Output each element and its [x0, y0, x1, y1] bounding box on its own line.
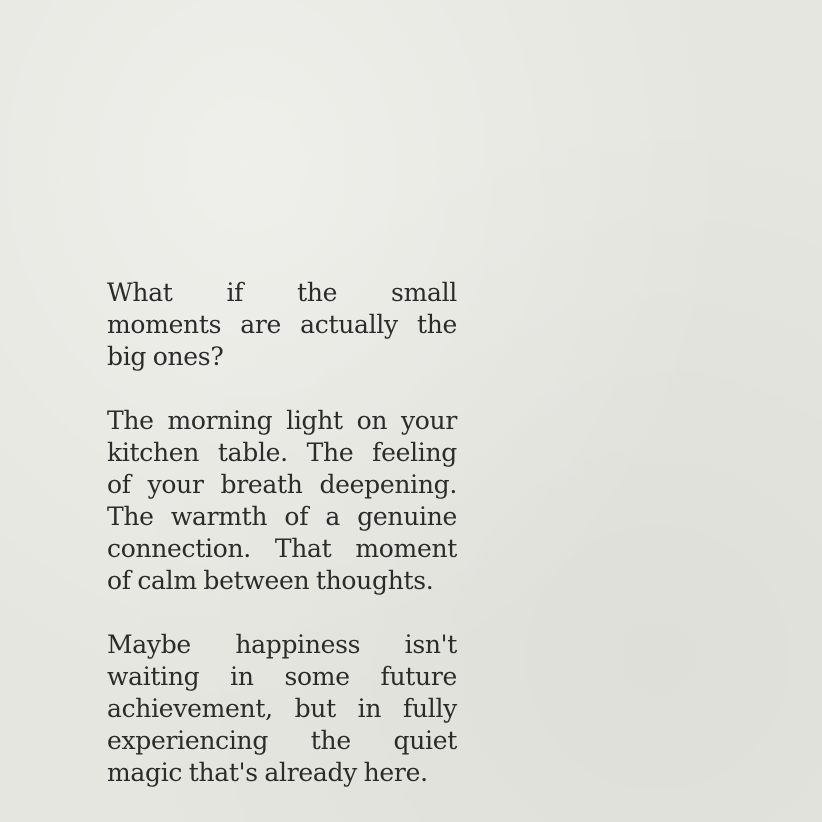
text-line: The morning light on your [107, 406, 457, 435]
text-line: of calm between thoughts. [107, 566, 434, 595]
text-line: of your breath deepening. [107, 470, 457, 499]
text-line: magic that's already here. [107, 758, 428, 787]
text-line: big ones? [107, 342, 224, 371]
text-line: Maybe happiness isn't [107, 630, 457, 659]
paragraph-3 [107, 629, 457, 789]
text-line: moments are actually the [107, 310, 457, 339]
text-line: achievement, but in fully [107, 694, 457, 723]
paragraph-2 [107, 405, 457, 597]
text-line: experiencing the quiet [107, 726, 457, 755]
body-text [107, 277, 457, 789]
text-line: kitchen table. The feeling [107, 438, 457, 467]
paragraph-1 [107, 277, 457, 373]
text-line: waiting in some future [107, 662, 457, 691]
text-line: The warmth of a genuine [107, 502, 457, 531]
text-line: connection. That moment [107, 534, 457, 563]
text-line: What if the small [107, 278, 457, 307]
